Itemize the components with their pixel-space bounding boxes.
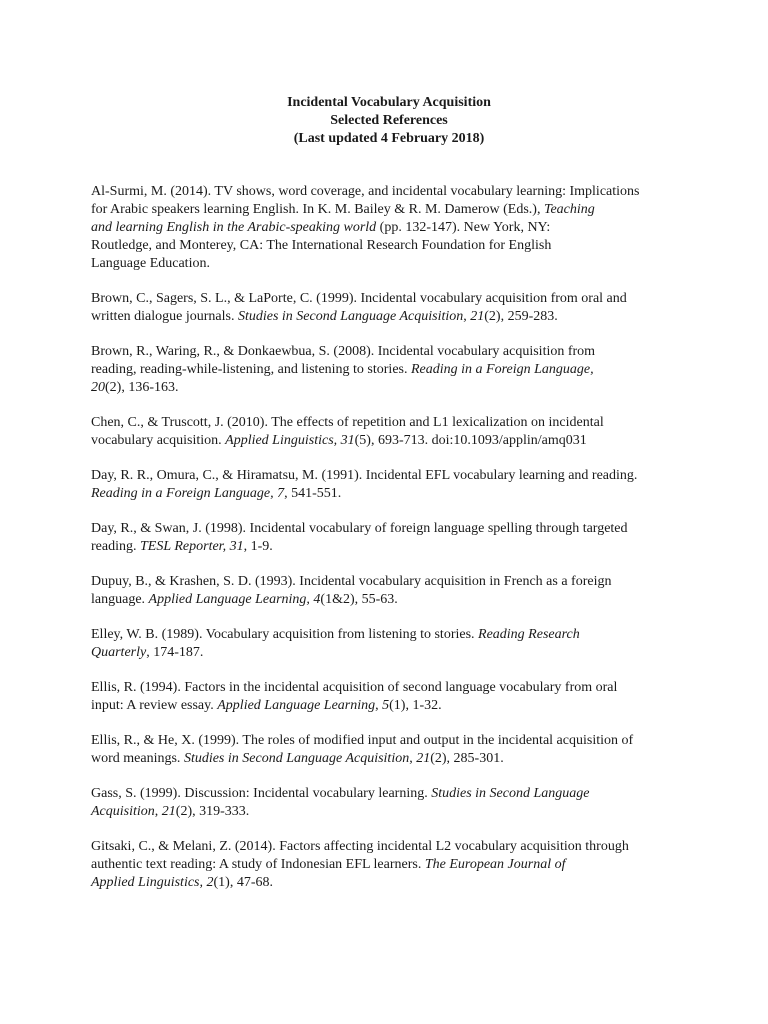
reference-line: [91, 308, 691, 326]
reference-line: [91, 838, 691, 856]
reference-line: [91, 361, 691, 379]
reference-text: (2), 136-163.: [105, 380, 179, 395]
reference-line: [91, 626, 691, 644]
reference-line: [91, 290, 691, 308]
reference-line: [91, 679, 691, 697]
reference-text: Language Education.: [91, 256, 210, 271]
reference-line: [91, 467, 691, 485]
reference-text: (pp. 132-147). New York, NY:: [376, 220, 551, 235]
reference-line: [91, 201, 691, 219]
reference-text: (1&2), 55-63.: [320, 592, 398, 607]
reference-text: input: A review essay.: [91, 698, 218, 713]
reference-line: [91, 414, 691, 432]
reference-entry: [91, 183, 691, 273]
reference-list: [91, 183, 691, 892]
reference-text: (5), 693-713. doi:10.1093/applin/amq031: [354, 433, 587, 448]
reference-text: ,: [463, 309, 471, 324]
reference-text: Gass, S. (1999). Discussion: Incidental vocabulary learning.: [91, 786, 432, 801]
reference-text: ,: [375, 698, 383, 713]
reference-italic-text: 20: [91, 380, 105, 395]
reference-italic-text: 21: [470, 309, 485, 324]
reference-text: reading.: [91, 539, 140, 554]
reference-text: Day, R. R., Omura, C., & Hiramatsu, M. (1991). Incidental EFL vocabulary learning and reading.: [91, 468, 638, 483]
reference-line: [91, 219, 691, 237]
reference-italic-text: Acquisition: [91, 804, 155, 819]
reference-text: Gitsaki, C., & Melani, Z. (2014). Factors affecting incidental L2 vocabulary acquisition through: [91, 839, 629, 854]
reference-entry: [91, 573, 691, 609]
reference-entry: [91, 343, 691, 397]
reference-text: (1), 1-32.: [389, 698, 442, 713]
last-updated-note: (Last updated 4 February 2018): [293, 131, 485, 146]
reference-italic-text: 21: [161, 804, 176, 819]
document-title: Incidental Vocabulary Acquisition: [287, 95, 491, 110]
reference-text: authentic text reading: A study of Indonesian EFL learners.: [91, 857, 425, 872]
reference-line: [91, 343, 691, 361]
reference-text: , 541-551.: [284, 486, 342, 501]
reference-line: [91, 732, 691, 750]
reference-line: [91, 255, 691, 273]
reference-line: [91, 520, 691, 538]
reference-line: [91, 237, 691, 255]
reference-text: Elley, W. B. (1989). Vocabulary acquisition from listening to stories.: [91, 627, 479, 642]
reference-entry: [91, 838, 691, 892]
reference-italic-text: Studies in Second Language Acquisition: [183, 751, 410, 766]
reference-text: Routledge, and Monterey, CA: The International Research Foundation for English: [91, 238, 552, 253]
reference-text: Chen, C., & Truscott, J. (2010). The effects of repetition and L1 lexicalization on incidental: [91, 415, 604, 430]
reference-text: Ellis, R., & He, X. (1999). The roles of modified input and output in the incidental acquisition of: [91, 733, 634, 748]
reference-line: [91, 874, 691, 892]
reference-text: Brown, C., Sagers, S. L., & LaPorte, C. (1999). Incidental vocabulary acquisition from oral and: [91, 291, 627, 306]
reference-entry: [91, 520, 691, 556]
reference-italic-text: The European Journal of: [424, 857, 566, 872]
reference-line: [91, 379, 691, 397]
reference-italic-text: Applied Linguistics, 2: [91, 875, 214, 890]
reference-italic-text: Applied Linguistics, 31: [225, 433, 355, 448]
reference-text: ,: [154, 804, 162, 819]
reference-line: [91, 591, 691, 609]
reference-italic-text: TESL Reporter, 31: [139, 539, 244, 554]
reference-text: (2), 285-301.: [430, 751, 504, 766]
reference-italic-text: Reading in a Foreign Language, 7: [91, 486, 285, 501]
reference-text: word meanings.: [91, 751, 184, 766]
reference-italic-text: Studies in Second Language Acquisition: [237, 309, 464, 324]
reference-line: [91, 697, 691, 715]
reference-entry: [91, 626, 691, 662]
reference-text: Day, R., & Swan, J. (1998). Incidental vocabulary of foreign language spelling through targeted: [91, 521, 628, 536]
reference-italic-text: and learning English in the Arabic-speaking world: [91, 220, 377, 235]
reference-entry: [91, 785, 691, 821]
reference-italic-text: Quarterly: [91, 645, 147, 660]
reference-text: , 1-9.: [243, 539, 273, 554]
reference-line: [91, 856, 691, 874]
reference-line: [91, 750, 691, 768]
reference-line: [91, 785, 691, 803]
reference-italic-text: Teaching: [543, 202, 595, 217]
reference-italic-text: Studies in Second Language: [431, 786, 590, 801]
reference-text: written dialogue journals.: [91, 309, 238, 324]
reference-entry: [91, 290, 691, 326]
reference-text: Ellis, R. (1994). Factors in the incidental acquisition of second language vocabulary from oral: [91, 680, 618, 695]
reference-text: , 174-187.: [146, 645, 204, 660]
reference-line: [91, 183, 691, 201]
reference-entry: [91, 732, 691, 768]
reference-entry: [91, 467, 691, 503]
reference-text: vocabulary acquisition.: [91, 433, 226, 448]
reference-entry: [91, 414, 691, 450]
reference-text: (1), 47-68.: [213, 875, 273, 890]
reference-line: [91, 803, 691, 821]
reference-line: [91, 432, 691, 450]
reference-text: Brown, R., Waring, R., & Donkaewbua, S. (2008). Incidental vocabulary acquisition from: [91, 344, 596, 359]
document-subtitle: Selected References: [330, 113, 448, 128]
reference-text: ,: [409, 751, 417, 766]
reference-line: [91, 485, 691, 503]
reference-text: language.: [91, 592, 149, 607]
reference-italic-text: Applied Language Learning, 4: [148, 592, 321, 607]
reference-text: for Arabic speakers learning English. In K. M. Bailey & R. M. Damerow (Eds.),: [91, 202, 544, 217]
reference-text: Dupuy, B., & Krashen, S. D. (1993). Incidental vocabulary acquisition in French as a foreign: [91, 574, 612, 589]
reference-line: [91, 644, 691, 662]
reference-text: (2), 259-283.: [484, 309, 558, 324]
reference-italic-text: 5: [382, 698, 390, 713]
reference-entry: [91, 679, 691, 715]
reference-line: [91, 538, 691, 556]
reference-text: Al-Surmi, M. (2014). TV shows, word coverage, and incidental vocabulary learning: Implications: [91, 184, 640, 199]
reference-text: (2), 319-333.: [175, 804, 250, 819]
reference-italic-text: Reading Research: [478, 627, 580, 642]
reference-italic-text: 21: [416, 751, 431, 766]
reference-line: [91, 573, 691, 591]
reference-italic-text: Reading in a Foreign Language,: [410, 362, 594, 377]
reference-text: reading, reading-while-listening, and listening to stories.: [91, 362, 411, 377]
document-header: [0, 94, 768, 148]
reference-italic-text: Applied Language Learning: [217, 698, 376, 713]
